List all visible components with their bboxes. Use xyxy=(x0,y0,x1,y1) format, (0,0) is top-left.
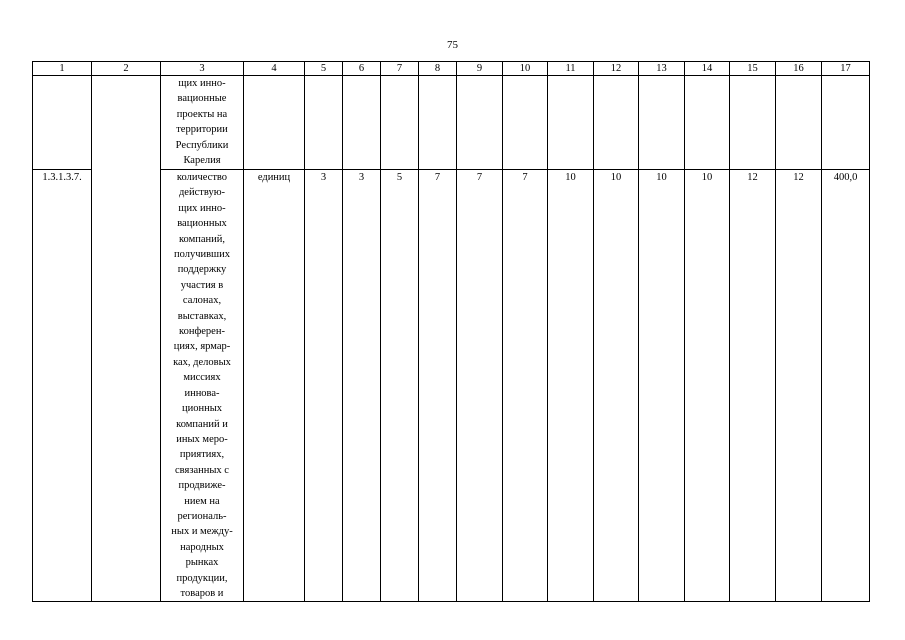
value-cell: 5 xyxy=(381,170,419,602)
unit-cell: единиц xyxy=(244,170,305,602)
description-line: иннова- xyxy=(184,387,220,399)
description-line: связанных с xyxy=(175,464,229,476)
value-cell xyxy=(381,76,419,170)
value-cell: 10 xyxy=(685,170,730,602)
unit-cell xyxy=(244,76,305,170)
description-line: участия в xyxy=(180,279,224,291)
value-cell xyxy=(730,76,776,170)
description-line: поддержку xyxy=(177,264,227,276)
page-number: 75 xyxy=(447,39,458,51)
header-cell: 13 xyxy=(639,62,685,76)
header-cell: 2 xyxy=(92,62,161,76)
header-cell: 8 xyxy=(419,62,457,76)
value-cell xyxy=(305,76,343,170)
description-line: щих инно- xyxy=(178,202,226,214)
header-cell: 9 xyxy=(457,62,503,76)
value-cell: 3 xyxy=(343,170,381,602)
value-cell: 3 xyxy=(305,170,343,602)
description-line: количество xyxy=(176,172,228,183)
header-cell: 6 xyxy=(343,62,381,76)
value-cell xyxy=(503,76,548,170)
header-cell: 10 xyxy=(503,62,548,76)
header-cell: 11 xyxy=(548,62,594,76)
description-line: выставках, xyxy=(177,310,227,322)
description-line: вационные xyxy=(177,93,227,105)
code-cell: 1.3.1.3.7. xyxy=(33,170,92,602)
description-line: нием на xyxy=(184,495,220,507)
description-line: иных меро- xyxy=(176,433,228,445)
value-cell: 7 xyxy=(419,170,457,602)
header-cell: 14 xyxy=(685,62,730,76)
value-cell: 12 xyxy=(776,170,822,602)
value-cell xyxy=(548,76,594,170)
header-cell: 16 xyxy=(776,62,822,76)
description-line: компаний, xyxy=(178,233,226,245)
description-line: получивших xyxy=(173,249,231,261)
header-cell: 12 xyxy=(594,62,639,76)
description-line: проекты на xyxy=(176,108,228,120)
header-cell: 3 xyxy=(161,62,244,76)
value-cell xyxy=(419,76,457,170)
value-cell: 10 xyxy=(639,170,685,602)
description-line: продукции, xyxy=(176,572,228,584)
description-line: приятиях, xyxy=(179,449,225,461)
value-cell: 12 xyxy=(730,170,776,602)
description-line: товаров и xyxy=(180,587,224,599)
value-cell xyxy=(685,76,730,170)
value-cell: 10 xyxy=(548,170,594,602)
value-cell xyxy=(457,76,503,170)
header-row xyxy=(33,62,870,76)
header-cell: 5 xyxy=(305,62,343,76)
description-line: рынках xyxy=(185,557,219,569)
header-cell: 17 xyxy=(822,62,870,76)
description-line: ных и между- xyxy=(171,526,233,538)
table-row xyxy=(33,76,870,170)
value-cell xyxy=(594,76,639,170)
value-cell: 7 xyxy=(503,170,548,602)
description-line: салонах, xyxy=(182,295,222,307)
description-cell xyxy=(161,76,244,170)
description-cell xyxy=(161,170,244,602)
header-cell: 15 xyxy=(730,62,776,76)
description-line: ционных xyxy=(181,403,223,415)
description-line: циях, ярмар- xyxy=(173,341,231,353)
value-cell xyxy=(776,76,822,170)
description-line: народных xyxy=(180,541,224,553)
description-line: региональ- xyxy=(177,510,227,522)
value-cell: 7 xyxy=(457,170,503,602)
description-line: Республики xyxy=(175,139,229,151)
value-cell xyxy=(343,76,381,170)
indicators-table xyxy=(32,61,870,602)
value-cell: 400,0 xyxy=(822,170,870,602)
column-2-cell xyxy=(92,76,161,602)
header-cell: 1 xyxy=(33,62,92,76)
header-cell: 7 xyxy=(381,62,419,76)
code-cell xyxy=(33,76,92,170)
description-line: территории xyxy=(176,124,228,136)
header-cell: 4 xyxy=(244,62,305,76)
description-line: Карелия xyxy=(183,155,221,167)
description-line: компаний и xyxy=(176,418,228,430)
description-line: конферен- xyxy=(179,326,225,338)
description-line: действую- xyxy=(178,187,226,199)
description-line: ках, деловых xyxy=(173,356,231,368)
description-line: щих инно- xyxy=(178,78,226,89)
description-line: продвиже- xyxy=(178,480,226,492)
value-cell xyxy=(822,76,870,170)
description-line: вационных xyxy=(177,218,227,230)
value-cell xyxy=(639,76,685,170)
value-cell: 10 xyxy=(594,170,639,602)
description-line: миссиях xyxy=(183,372,221,384)
